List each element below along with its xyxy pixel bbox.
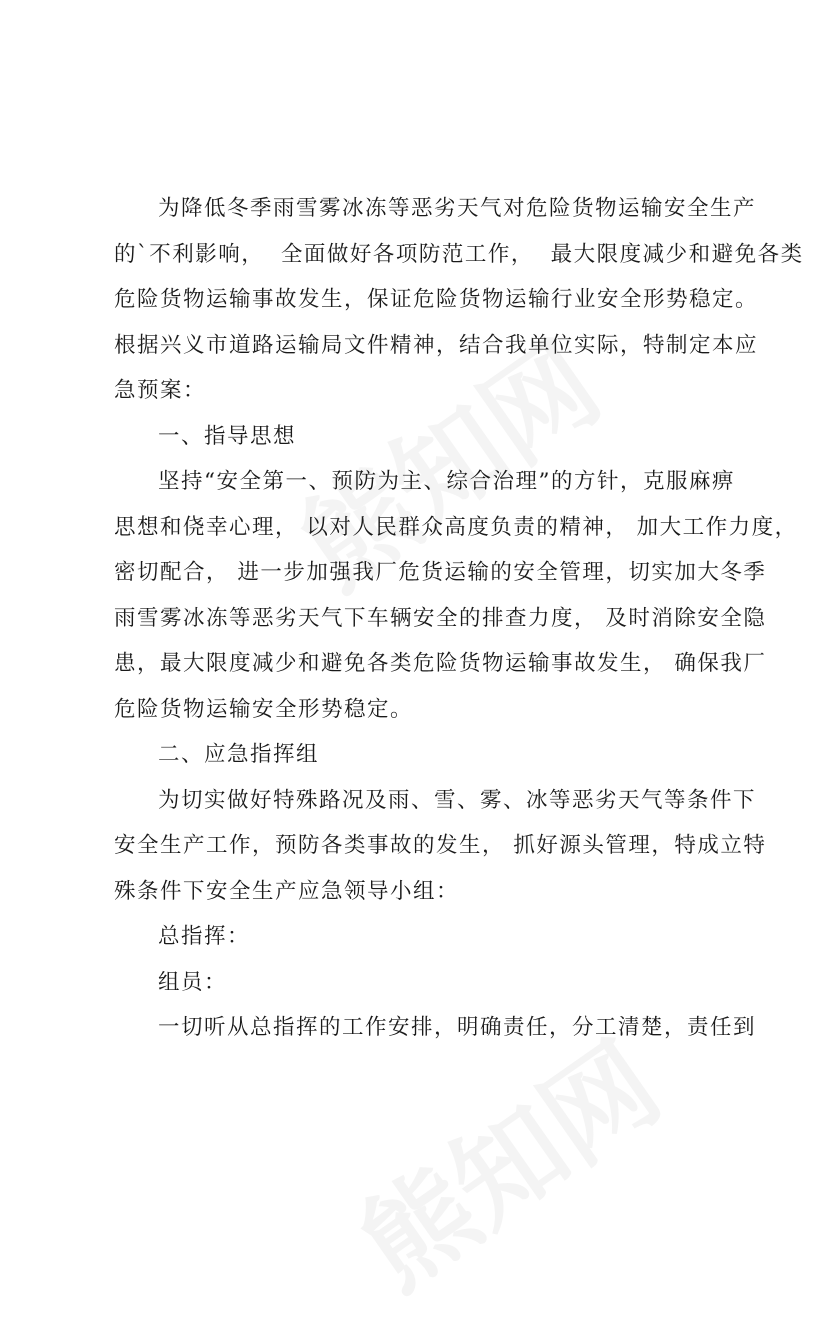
paragraph-line: 坚持“安全第一、预防为主、综合治理”的方针，克服麻痹 <box>158 469 735 494</box>
section-heading: 一、指导思想 <box>158 424 297 449</box>
section-heading: 二、应急指挥组 <box>158 742 320 767</box>
paragraph-line: 患，最大限度减少和避免各类危险货物运输事故发生， 确保我厂 <box>114 651 767 676</box>
paragraph-line: 的`不利影响， 全面做好各项防范工作， 最大限度减少和避免各类 <box>114 242 804 267</box>
paragraph-line: 为降低冬季雨雪雾冰冻等恶劣天气对危险货物运输安全生产 <box>158 196 757 221</box>
paragraph-line: 安全生产工作，预防各类事故的发生， 抓好源头管理，特成立特 <box>114 833 767 858</box>
paragraph-line: 危险货物运输安全形势稳定。 <box>114 697 414 722</box>
paragraph-line: 为切实做好特殊路况及雨、雪、雾、冰等恶劣天气等条件下 <box>158 788 757 813</box>
paragraph-line: 殊条件下安全生产应急领导小组： <box>114 879 460 904</box>
paragraph-line: 根据兴义市道路运输局文件精神，结合我单位实际，特制定本应 <box>114 333 759 358</box>
watermark <box>325 1000 686 1318</box>
paragraph-line: 密切配合， 进一步加强我厂危货运输的安全管理，切实加大冬季 <box>114 560 767 585</box>
paragraph-line: 思想和侥幸心理， 以对人民群众高度负责的精神， 加大工作力度， <box>114 515 798 540</box>
commander-label: 总指挥： <box>158 924 251 949</box>
paragraph-line: 一切听从总指挥的工作安排，明确责任，分工清楚，责任到 <box>158 1015 757 1040</box>
paragraph-line: 危险货物运输事故发生，保证危险货物运输行业安全形势稳定。 <box>114 287 759 312</box>
members-label: 组员： <box>158 970 228 995</box>
paragraph-line: 雨雪雾冰冻等恶劣天气下车辆安全的排查力度， 及时消除安全隐 <box>114 606 767 631</box>
paragraph-line: 急预案： <box>114 378 207 403</box>
